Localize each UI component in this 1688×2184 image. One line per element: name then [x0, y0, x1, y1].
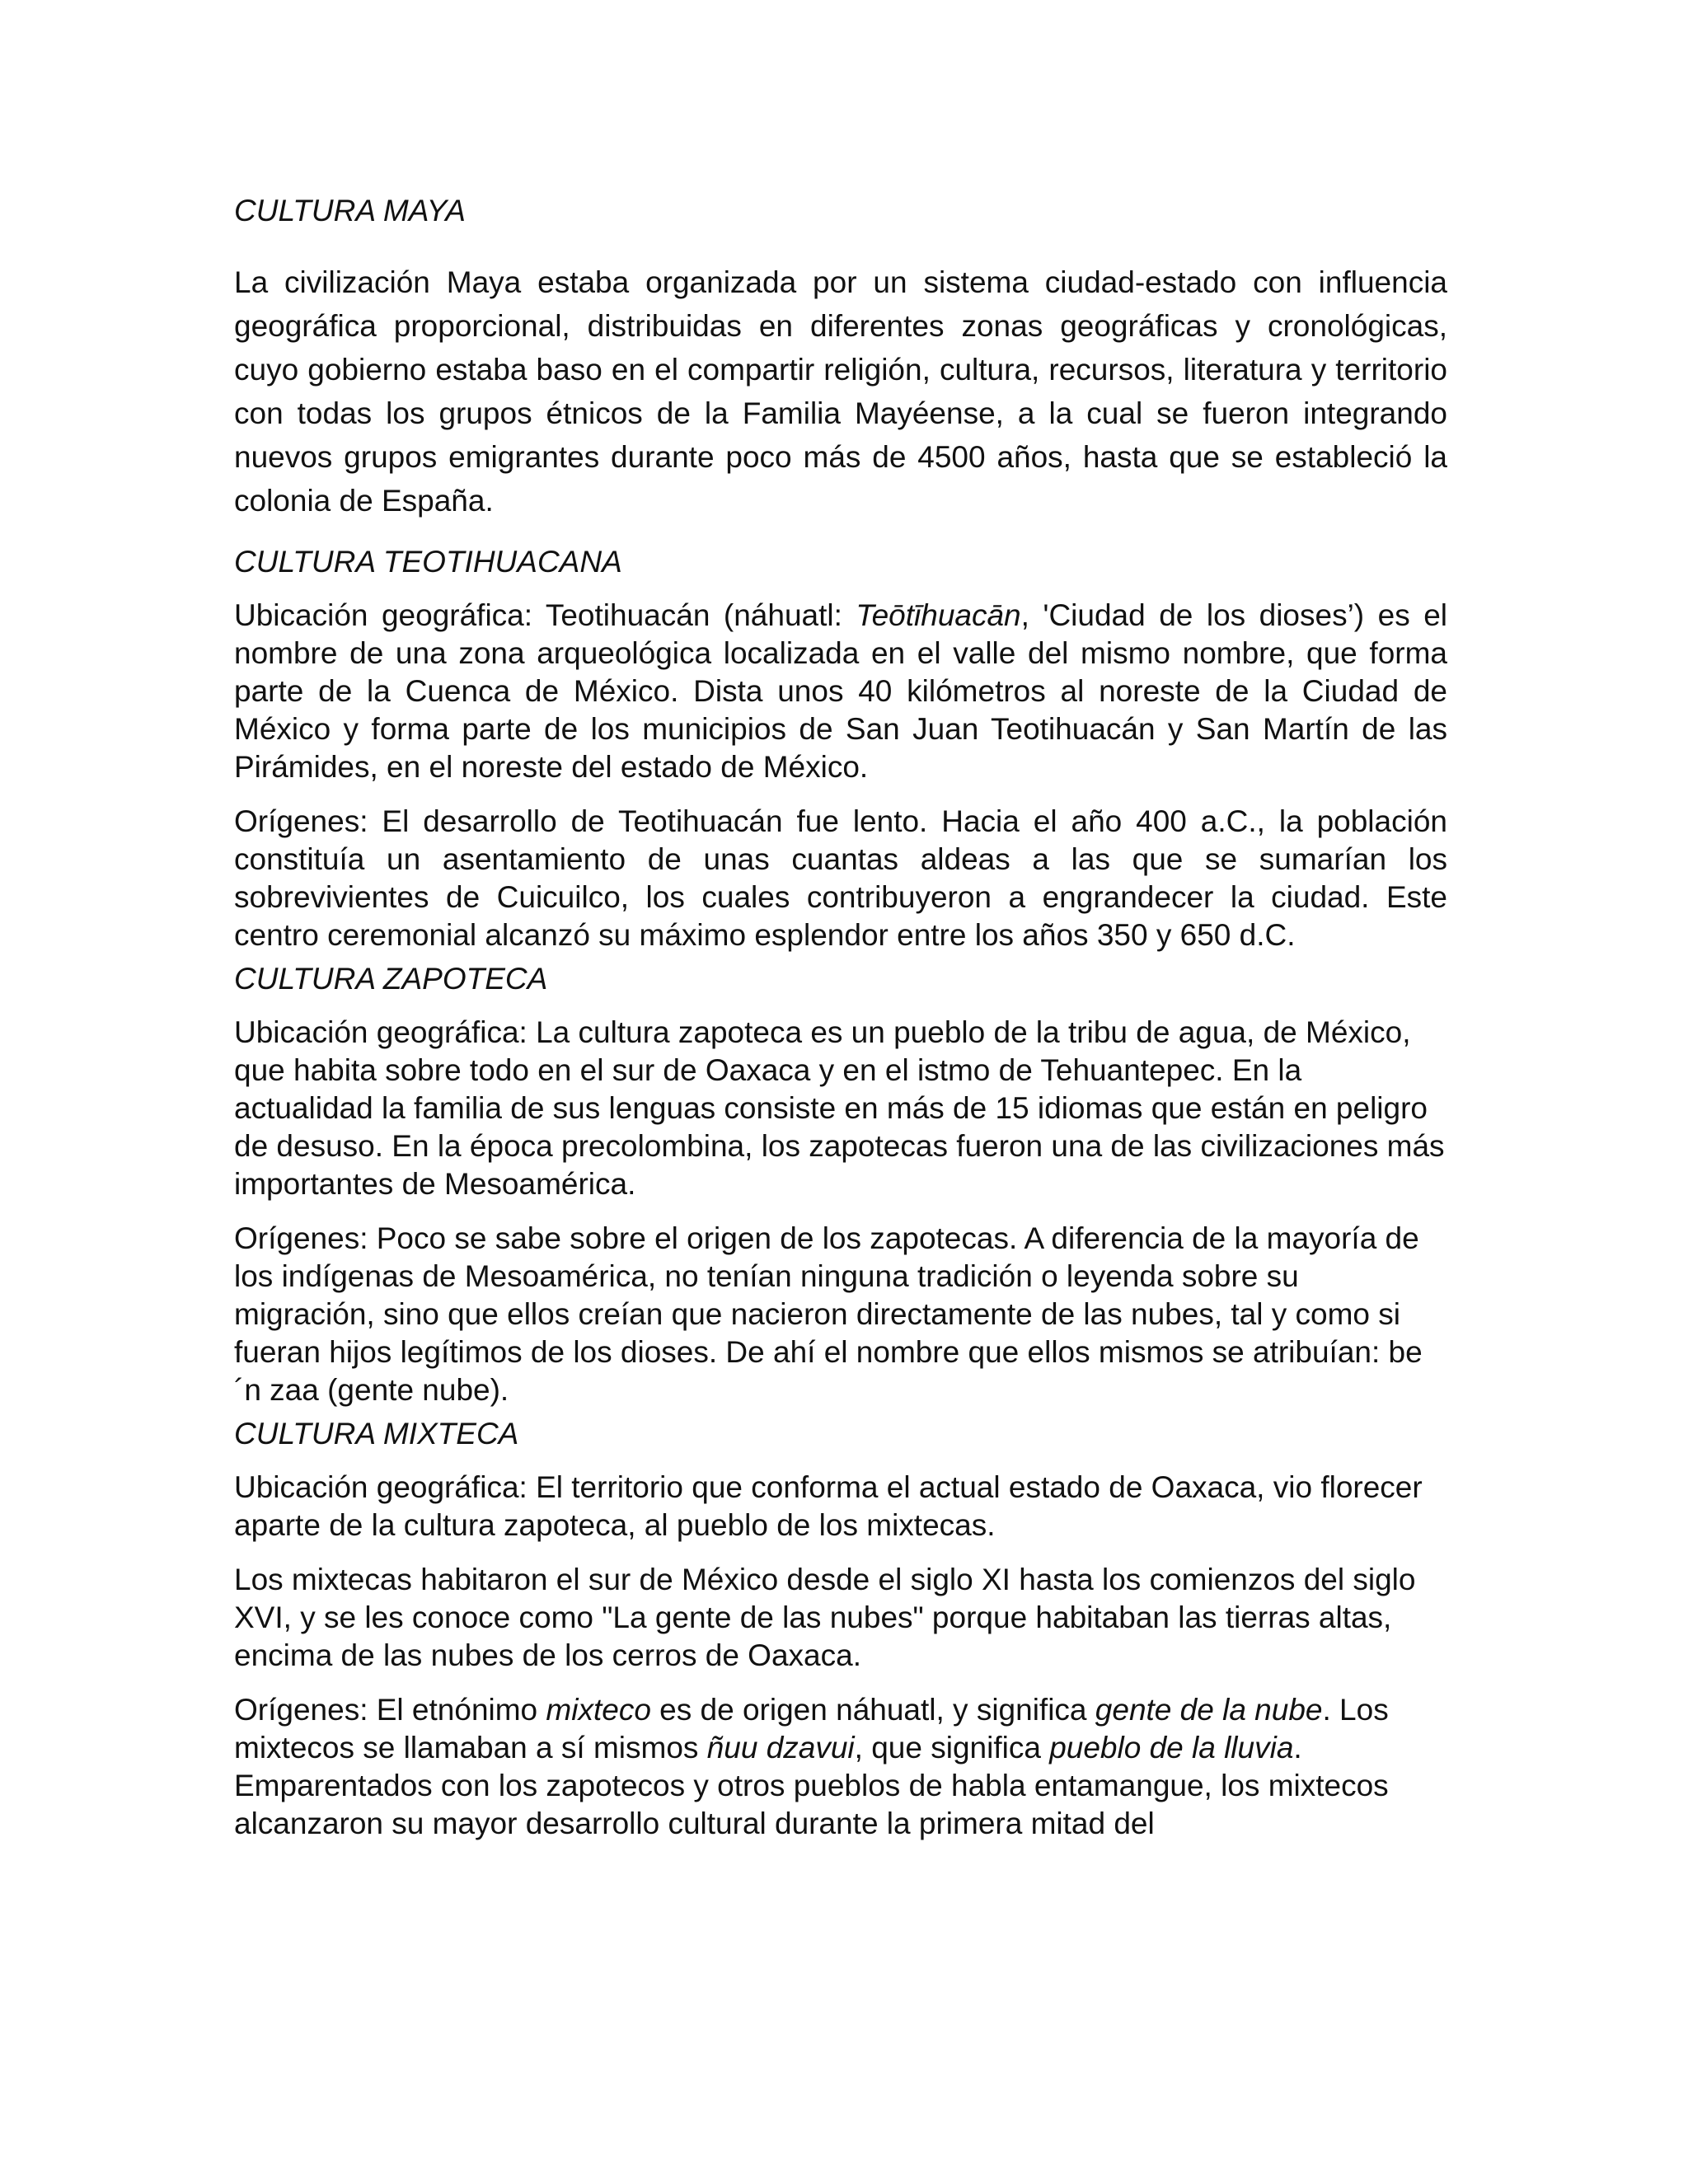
text-run: , que significa [854, 1731, 1050, 1765]
paragraph-teotihuacana-ubicacion [234, 597, 1447, 786]
heading-cultura-zapoteca: CULTURA ZAPOTECA [234, 962, 548, 996]
heading-cultura-teotihuacana: CULTURA TEOTIHUACANA [234, 545, 622, 579]
text-run: Ubicación geográfica: Teotihuacán (náhuatl: [234, 598, 856, 632]
italic-term: pueblo de la lluvia [1049, 1731, 1294, 1765]
text-run: , 'Ciudad de los dioses’) es el nombre de una zona arqueológica localizada en el valle del mismo nombre, que forma parte de la Cuenca de México. Dista unos 40 kilómetros al noreste de la Ciudad de México y forma parte de los municipios de San Juan Teotihuacán y San Martín de las Pirámides, en el noreste del estado de México. [234, 598, 1447, 784]
paragraph-mixteca-habitaron: Los mixtecas habitaron el sur de México desde el siglo XI hasta los comienzos del siglo XVI, y se les conoce como "La gente de las nubes" porque habitaban las tierras altas, encima de las nubes de los cerros de Oaxaca. [234, 1563, 1416, 1672]
document-body [234, 191, 1447, 1843]
text-run: . Emparentados con los zapotecos y otros pueblos de habla entamangue, los mixtecos alcanzaron su mayor desarrollo cultural durante la primera mitad del [234, 1731, 1389, 1840]
italic-term: Teōtīhuacān [856, 598, 1021, 632]
paragraph-mixteca-origenes [234, 1691, 1447, 1843]
text-run: . Los mixtecos se llamaban a sí mismos [234, 1693, 1389, 1765]
paragraph-zapoteca-origenes: Orígenes: Poco se sabe sobre el origen de los zapotecas. A diferencia de la mayoría de los indígenas de Mesoamérica, no tenían ninguna tradición o leyenda sobre su migración, sino que ellos creían que nacieron directamente de las nubes, tal y como si fueran hijos legítimos de los dioses. De ahí el nombre que ellos mismos se atribuían: be´n zaa (gente nube). [234, 1221, 1423, 1407]
paragraph-zapoteca-ubicacion: Ubicación geográfica: La cultura zapoteca es un pueblo de la tribu de agua, de México, que habita sobre todo en el sur de Oaxaca y en el istmo de Tehuantepec. En la actualidad la familia de sus lenguas consiste en más de 15 idiomas que están en peligro de desuso. En la época precolombina, los zapotecas fueron una de las civilizaciones más importantes de Mesoamérica. [234, 1015, 1445, 1201]
italic-term: ñuu dzavui [706, 1731, 855, 1765]
text-run: es de origen náhuatl, y significa [650, 1693, 1095, 1727]
italic-term: gente de la nube [1095, 1693, 1323, 1727]
paragraph-mixteca-ubicacion: Ubicación geográfica: El territorio que conforma el actual estado de Oaxaca, vio florecer aparte de la cultura zapoteca, al pueblo de los mixtecas. [234, 1470, 1423, 1542]
heading-cultura-mixteca: CULTURA MIXTECA [234, 1417, 519, 1451]
text-run: Orígenes: El etnónimo [234, 1693, 546, 1727]
heading-cultura-maya: CULTURA MAYA [234, 194, 466, 227]
paragraph-maya: La civilización Maya estaba organizada por un sistema ciudad-estado con influencia geográfica proporcional, distribuidas en diferentes zonas geográficas y cronológicas, cuyo gobierno estaba baso en el compartir religión, cultura, recursos, literatura y territorio con todas los grupos étnicos de la Familia Mayéense, a la cual se fueron integrando nuevos grupos emigrantes durante poco más de 4500 años, hasta que se estableció la colonia de España. [234, 265, 1447, 518]
italic-term: mixteco [546, 1693, 651, 1727]
paragraph-teotihuacana-origenes: Orígenes: El desarrollo de Teotihuacán fue lento. Hacia el año 400 a.C., la población constituía un asentamiento de unas cuantas aldeas a las que se sumarían los sobrevivientes de Cuicuilco, los cuales contribuyeron a engrandecer la ciudad. Este centro ceremonial alcanzó su máximo esplendor entre los años 350 y 650 d.C. [234, 804, 1447, 952]
